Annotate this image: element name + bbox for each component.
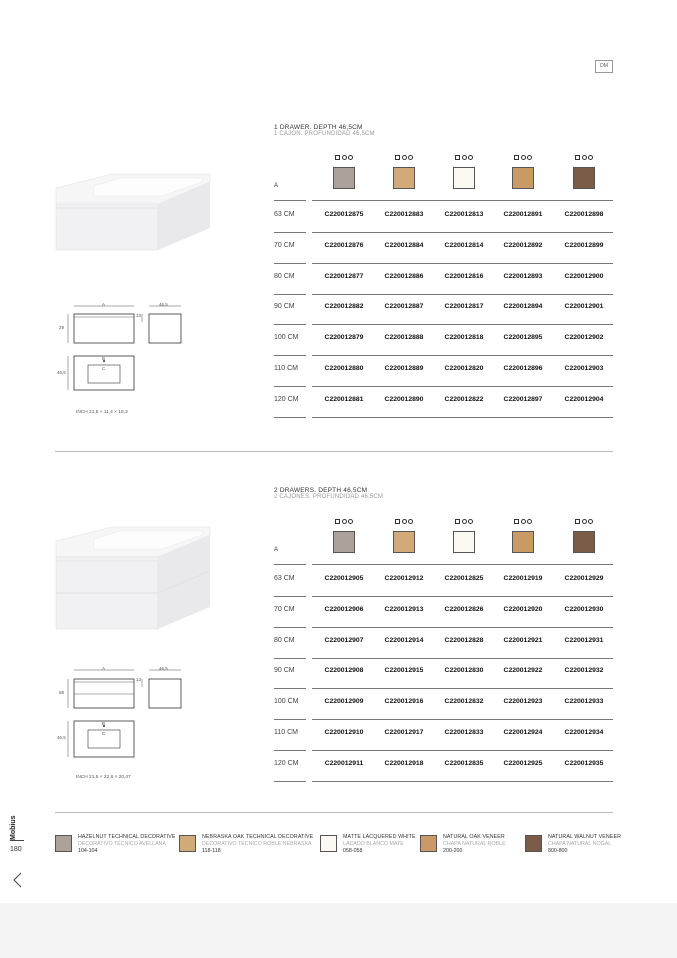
table-row bbox=[274, 294, 613, 325]
table-row bbox=[274, 325, 613, 356]
dim-inner: 13 bbox=[136, 677, 142, 682]
brand-logo: DM bbox=[595, 60, 613, 73]
table-row bbox=[274, 597, 613, 628]
product-code: C220012881 bbox=[324, 395, 364, 403]
product-code: C220012897 bbox=[503, 395, 543, 403]
product-code: C220012902 bbox=[564, 334, 604, 342]
table-row bbox=[274, 751, 613, 782]
product-code: C220012910 bbox=[324, 729, 364, 736]
finish-icons bbox=[329, 155, 359, 161]
product-code: C220012892 bbox=[503, 241, 543, 249]
product-code: C220012935 bbox=[564, 759, 604, 767]
legend-subtitle: DECORATIVO TÉCNICO ROBLE NEBRASKA bbox=[202, 841, 312, 847]
back-arrow-icon[interactable] bbox=[10, 871, 24, 889]
row-size: 120 CM bbox=[274, 395, 299, 403]
legend-code: 800-800 bbox=[548, 848, 568, 854]
finish-icons bbox=[389, 519, 419, 525]
product-code: C220012898 bbox=[564, 211, 604, 218]
product-code: C220012813 bbox=[444, 211, 484, 218]
legend-subtitle: CHAPA NATURAL NOGAL bbox=[548, 841, 612, 847]
legend-swatch bbox=[55, 835, 72, 852]
product-code: C220012833 bbox=[444, 729, 484, 736]
row-size: 110 CM bbox=[274, 729, 298, 736]
section-subtitle: 2 CAJONES. PROFUNDIDAD 46,5CM bbox=[274, 494, 384, 500]
finish-swatch bbox=[512, 167, 534, 189]
dim-b: B bbox=[102, 356, 106, 361]
product-code: C220012818 bbox=[444, 334, 484, 342]
product-code: C220012825 bbox=[444, 575, 484, 582]
product-code: C220012934 bbox=[564, 729, 604, 736]
dim-c: C bbox=[102, 731, 106, 736]
section-subtitle: 1 CAJÓN. PROFUNDIDAD 46,5CM bbox=[274, 131, 375, 137]
legend-code: 104-104 bbox=[78, 848, 98, 854]
product-code: C220012891 bbox=[503, 211, 543, 218]
row-size: 110 CM bbox=[274, 365, 298, 372]
dim-depth: 46,5 bbox=[159, 666, 168, 671]
finish-swatch bbox=[393, 531, 415, 553]
legend-swatch bbox=[420, 835, 437, 852]
product-code: C220012835 bbox=[444, 759, 484, 767]
legend-title: NATURAL OAK VENEER bbox=[443, 834, 505, 840]
legend-divider bbox=[55, 812, 613, 813]
brand-vertical bbox=[10, 804, 24, 844]
legend-code: 200-200 bbox=[443, 848, 463, 854]
product-code: C220012933 bbox=[564, 698, 604, 706]
row-size: 70 CM bbox=[274, 605, 295, 613]
table-row bbox=[274, 720, 613, 751]
vanity-one-drawer-image bbox=[54, 170, 214, 255]
dim-depth: 46,5 bbox=[159, 302, 168, 307]
product-code: C220012830 bbox=[444, 667, 484, 675]
product-code: C220012820 bbox=[444, 365, 484, 372]
legend-swatch bbox=[179, 835, 196, 852]
finish-swatch bbox=[333, 167, 355, 189]
brand-rule bbox=[10, 840, 24, 841]
product-code: C220012931 bbox=[564, 636, 604, 644]
row-size: 80 CM bbox=[274, 272, 295, 280]
finish-icons bbox=[449, 519, 479, 525]
finish-swatch bbox=[393, 167, 415, 189]
product-code: C220012908 bbox=[324, 667, 364, 675]
product-code: C220012932 bbox=[564, 667, 604, 675]
product-code: C220012903 bbox=[564, 365, 604, 372]
product-code: C220012917 bbox=[384, 729, 424, 736]
row-size: 90 CM bbox=[274, 667, 295, 675]
product-code: C220012826 bbox=[444, 605, 484, 613]
product-code: C220012896 bbox=[503, 365, 543, 372]
column-header-a: A bbox=[274, 547, 279, 553]
product-code: C220012918 bbox=[384, 759, 424, 767]
product-code: C220012924 bbox=[503, 729, 543, 736]
legend-title: NEBRASKA OAK TECHNICAL DECORATIVE bbox=[202, 834, 314, 840]
finish-icons bbox=[449, 155, 479, 161]
product-code: C220012895 bbox=[503, 334, 543, 342]
legend-swatch bbox=[525, 835, 542, 852]
finish-swatch bbox=[573, 167, 595, 189]
row-size: 80 CM bbox=[274, 636, 295, 644]
table-row bbox=[274, 628, 613, 659]
dim-c: C bbox=[102, 366, 106, 371]
table-row bbox=[274, 233, 613, 264]
row-size: 100 CM bbox=[274, 334, 299, 342]
legend-subtitle: CHAPA NATURAL ROBLE bbox=[443, 841, 506, 847]
product-code: C220012920 bbox=[503, 605, 543, 613]
finish-swatch bbox=[453, 531, 475, 553]
technical-drawing-two-drawers bbox=[55, 664, 195, 774]
table-row bbox=[274, 689, 613, 720]
product-code: C220012900 bbox=[564, 272, 604, 280]
product-code: C220012887 bbox=[384, 303, 424, 311]
table-row bbox=[274, 658, 613, 689]
legend-title: HAZELNUT TECHNICAL DECORATIVE bbox=[78, 834, 176, 840]
product-code: C220012828 bbox=[444, 636, 484, 644]
legend-swatch bbox=[320, 835, 337, 852]
finish-icons bbox=[569, 519, 599, 525]
table-row bbox=[274, 387, 613, 418]
vanity-two-drawers-image bbox=[54, 523, 214, 633]
row-size: 63 CM bbox=[274, 211, 295, 218]
product-code: C220012875 bbox=[324, 211, 364, 218]
dim-plan-depth: 46,5 bbox=[57, 370, 66, 375]
product-code: C220012925 bbox=[503, 759, 543, 767]
section-title: 2 DRAWERS. DEPTH 46,5CM bbox=[274, 487, 368, 494]
legend-code: 058-058 bbox=[343, 848, 363, 854]
product-code: C220012890 bbox=[384, 395, 424, 403]
product-code: C220012922 bbox=[503, 667, 543, 675]
technical-drawing-one-drawer bbox=[55, 300, 195, 405]
product-code: C220012877 bbox=[324, 272, 364, 280]
product-code: C220012883 bbox=[384, 211, 424, 218]
product-code: C220012817 bbox=[444, 303, 484, 311]
dim-height: 29 bbox=[59, 325, 65, 330]
row-size: 63 CM bbox=[274, 575, 295, 582]
product-code: C220012876 bbox=[324, 241, 364, 249]
product-code: C220012886 bbox=[384, 272, 424, 280]
product-code: C220012880 bbox=[324, 365, 364, 372]
product-code: C220012919 bbox=[503, 575, 543, 582]
product-code: C220012923 bbox=[503, 698, 543, 706]
table-row bbox=[274, 566, 613, 597]
brand-name: Mobius bbox=[10, 815, 17, 840]
product-code: C220012930 bbox=[564, 605, 604, 613]
finish-swatch bbox=[453, 167, 475, 189]
product-code: C220012905 bbox=[324, 575, 364, 582]
inch-note: INCH 21,5 × 11,4 × 18,3 bbox=[76, 410, 128, 415]
row-size: 120 CM bbox=[274, 759, 299, 767]
legend-title: NATURAL WALNUT VENEER bbox=[548, 834, 622, 840]
product-code: C220012909 bbox=[324, 698, 364, 706]
product-code: C220012884 bbox=[384, 241, 424, 249]
product-code: C220012907 bbox=[324, 636, 364, 644]
product-code: C220012894 bbox=[503, 303, 543, 311]
row-size: 70 CM bbox=[274, 241, 295, 249]
product-code: C220012888 bbox=[384, 334, 424, 342]
table-row bbox=[274, 264, 613, 295]
product-code: C220012912 bbox=[384, 575, 424, 582]
legend-code: 118-118 bbox=[202, 848, 221, 854]
dim-height: 58 bbox=[59, 690, 65, 695]
product-code: C220012929 bbox=[564, 575, 604, 582]
product-code: C220012816 bbox=[444, 272, 484, 280]
page-number: 180 bbox=[10, 846, 22, 853]
row-size: 100 CM bbox=[274, 698, 299, 706]
column-header-a: A bbox=[274, 183, 279, 189]
finish-swatch bbox=[333, 531, 355, 553]
dim-plan-depth: 46,5 bbox=[57, 735, 66, 740]
product-code: C220012906 bbox=[324, 605, 364, 613]
section-title: 1 DRAWER. DEPTH 46,5CM bbox=[274, 124, 363, 131]
finish-icons bbox=[329, 519, 359, 525]
product-code: C220012882 bbox=[324, 303, 364, 311]
dim-b: B bbox=[102, 721, 106, 726]
product-code: C220012904 bbox=[564, 395, 604, 403]
finish-swatch bbox=[512, 531, 534, 553]
product-code: C220012899 bbox=[564, 241, 604, 249]
product-code: C220012913 bbox=[384, 605, 424, 613]
table-row bbox=[274, 356, 613, 387]
product-code: C220012914 bbox=[384, 636, 424, 644]
row-size: 90 CM bbox=[274, 303, 295, 311]
finish-icons bbox=[569, 155, 599, 161]
product-code: C220012921 bbox=[503, 636, 543, 644]
legend-subtitle: DECORATIVO TÉCNICO AVELLANA bbox=[78, 841, 167, 847]
product-code: C220012814 bbox=[444, 241, 484, 249]
finish-icons bbox=[389, 155, 419, 161]
finish-icons bbox=[508, 155, 538, 161]
inch-note: INCH 21,5 × 22,8 × 20,47 bbox=[76, 775, 131, 780]
product-code: C220012889 bbox=[384, 365, 424, 372]
legend-subtitle: LACADO BLANCO MATE bbox=[343, 841, 404, 847]
dim-a: A bbox=[102, 666, 106, 671]
dim-a: A bbox=[102, 302, 106, 307]
legend-title: MATTE LACQUERED WHITE bbox=[343, 834, 416, 840]
finish-swatch bbox=[573, 531, 595, 553]
product-code: C220012893 bbox=[503, 272, 543, 280]
product-code: C220012879 bbox=[324, 334, 364, 342]
product-code: C220012915 bbox=[384, 667, 424, 675]
product-code: C220012911 bbox=[324, 759, 364, 767]
product-code: C220012901 bbox=[564, 303, 604, 311]
product-code: C220012822 bbox=[444, 395, 484, 403]
dim-inner: 13 bbox=[136, 313, 142, 318]
finish-icons bbox=[508, 519, 538, 525]
footer-band bbox=[0, 903, 677, 958]
product-code: C220012916 bbox=[384, 698, 424, 706]
section-divider bbox=[55, 451, 613, 452]
product-code: C220012832 bbox=[444, 698, 484, 706]
table-row bbox=[274, 202, 613, 233]
